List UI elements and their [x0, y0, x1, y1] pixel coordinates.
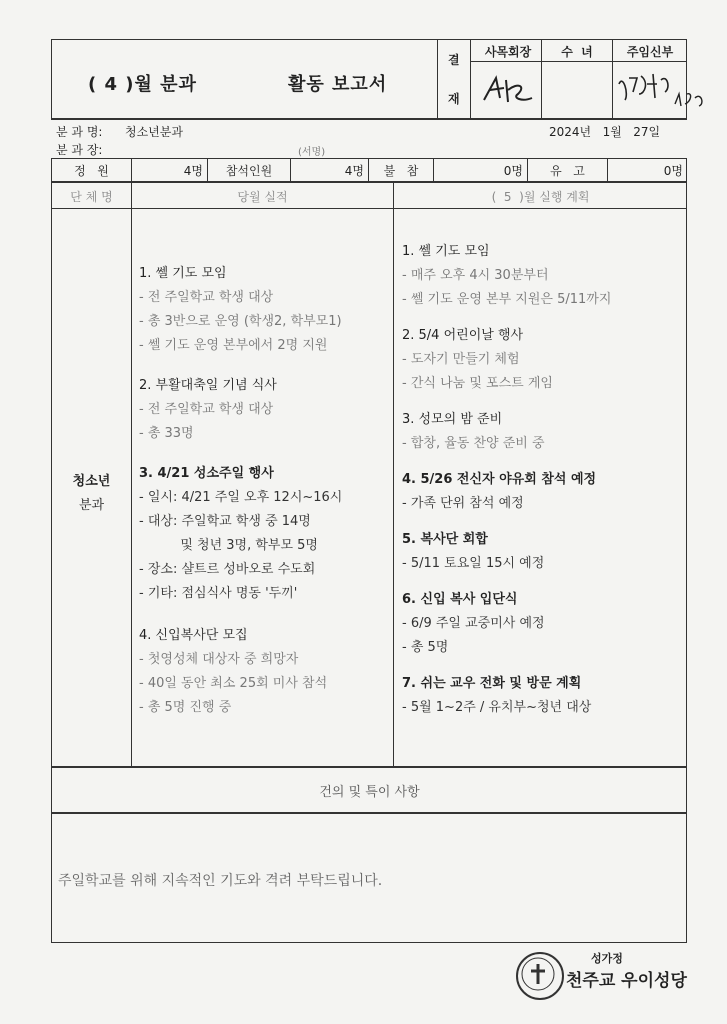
- group-name-line1: 청소년: [72, 474, 111, 489]
- approval-divider: [541, 39, 542, 119]
- group-name-line2: 분과: [78, 498, 105, 513]
- list-item-title: 4. 신입복사단 모집: [139, 628, 248, 643]
- list-item-detail: - 쎌 기도 운영 본부 지원은 5/11까지: [402, 292, 612, 307]
- stat-label-absent: 불 참: [383, 164, 419, 178]
- list-item-detail: - 도자기 만들기 체험: [402, 352, 520, 367]
- list-item-detail: - 일시: 4/21 주일 오후 12시~16시: [139, 490, 343, 505]
- list-item-detail: - 5월 1~2주 / 유치부~청년 대상: [402, 700, 592, 715]
- list-item-detail: - 대상: 주일학교 학생 중 14명: [139, 514, 311, 529]
- list-item: [402, 408, 684, 456]
- list-item-title: 6. 신입 복사 입단식: [402, 592, 518, 607]
- list-item-detail: - 40일 동안 최소 25회 미사 참석: [139, 676, 328, 691]
- approval-divider: [612, 39, 613, 119]
- approver-pastor: 주임신부: [626, 45, 674, 59]
- list-item-title: 3. 성모의 밤 준비: [402, 412, 503, 427]
- stat-value-capacity: 4명: [183, 164, 203, 178]
- stat-value-excused: 0명: [663, 164, 683, 178]
- list-item-title: 2. 부활대축일 기념 식사: [139, 378, 277, 393]
- list-item-detail: - 총 5명: [402, 640, 449, 655]
- list-item-detail: - 매주 오후 4시 30분부터: [402, 268, 549, 283]
- list-item-detail: 및 청년 3명, 학부모 5명: [139, 538, 318, 553]
- list-item-detail: - 합창, 율동 찬양 준비 중: [402, 436, 545, 451]
- list-item-detail: - 총 5명 진행 중: [139, 700, 232, 715]
- list-item: [402, 468, 684, 516]
- remarks-heading: 건의 및 특이 사항: [319, 785, 420, 800]
- stat-label-excused: 유 고: [550, 164, 585, 178]
- approver-sister: 수 녀: [561, 45, 593, 59]
- list-item-detail: - 전 주일학교 학생 대상: [139, 290, 274, 305]
- list-item-title: 1. 쎌 기도 모임: [402, 244, 490, 259]
- stat-value-absent: 0명: [503, 164, 523, 178]
- report-date: 2024년 1월 27일: [549, 125, 661, 139]
- approval-divider: [470, 39, 471, 119]
- list-item-detail: - 총 33명: [139, 426, 194, 441]
- report-month-title: ( 4 )월 분과: [88, 74, 197, 95]
- approval-row-line: [470, 61, 687, 62]
- approver-pastoral-council: 사목회장: [484, 45, 532, 59]
- list-item: [402, 672, 684, 720]
- approval-label-bottom: 재: [448, 92, 460, 106]
- stat-label-attendance: 참석인원: [225, 164, 273, 178]
- table-divider-plan: [393, 182, 394, 767]
- list-item-detail: - 기타: 점심식사 명동 '두끼': [139, 586, 298, 601]
- dept-label: 분 과 명:: [56, 125, 103, 139]
- list-item: [402, 528, 684, 576]
- list-item-title: 4. 5/26 전신자 야유회 참석 예정: [402, 472, 597, 487]
- list-item-title: 1. 쎌 기도 모임: [139, 266, 227, 281]
- list-item-detail: - 전 주일학교 학생 대상: [139, 402, 274, 417]
- stat-label-capacity: 정 원: [74, 164, 109, 178]
- list-item-title: 5. 복사단 회합: [402, 532, 488, 547]
- list-item-title: 7. 쉬는 교우 전화 및 방문 계획: [402, 676, 582, 691]
- approval-label-top: 결: [448, 53, 460, 67]
- list-item-title: 3. 4/21 성소주일 행사: [139, 466, 274, 481]
- list-item-detail: - 간식 나눔 및 포스트 게임: [402, 376, 553, 391]
- current-results-list: [139, 262, 389, 720]
- info-top-line: [51, 119, 687, 120]
- list-item-detail: - 장소: 샬트르 성바오로 수도회: [139, 562, 316, 577]
- head-label: 분 과 장:: [56, 143, 103, 157]
- list-item: [139, 374, 389, 446]
- table-divider-group: [131, 182, 132, 767]
- list-item-detail: - 가족 단위 참석 예정: [402, 496, 524, 511]
- table-header-line: [51, 208, 687, 209]
- list-item-detail: - 5/11 토요일 15시 예정: [402, 556, 545, 571]
- header-current: 당월 실적: [237, 190, 288, 204]
- list-item: [402, 588, 684, 660]
- list-item: [139, 624, 389, 720]
- report-main-title: 활동 보고서: [288, 74, 388, 95]
- list-item-detail: - 총 3반으로 운영 (학생2, 학부모1): [139, 314, 342, 329]
- signature-pastor: [615, 64, 725, 114]
- sign-note: (서명): [298, 147, 326, 158]
- stat-value-attendance: 4명: [344, 164, 364, 178]
- remarks-text: 주일학교를 위해 지속적인 기도와 격려 부탁드립니다.: [58, 873, 383, 889]
- list-item: [402, 324, 684, 396]
- list-item-detail: - 첫영성체 대상자 중 희망자: [139, 652, 299, 667]
- plan-list: [402, 240, 684, 720]
- list-item-detail: - 쎌 기도 운영 본부에서 2명 지원: [139, 338, 328, 353]
- list-item: [139, 262, 389, 358]
- list-item: [139, 462, 389, 606]
- list-item-title: 2. 5/4 어린이날 행사: [402, 328, 524, 343]
- dept-value: 청소년분과: [125, 125, 183, 139]
- signature-pastoral-council: [478, 68, 536, 110]
- list-item-detail: - 6/9 주일 교중미사 예정: [402, 616, 545, 631]
- parish-name: 천주교 우이성당: [566, 971, 687, 991]
- approval-divider: [437, 39, 438, 119]
- list-item: [402, 240, 684, 312]
- parish-seal-icon: [516, 952, 564, 1000]
- header-plan: ( 5 )월 실행 계획: [491, 190, 590, 204]
- header-group: 단 체 명: [70, 190, 113, 204]
- parish-small-label: 성가정: [591, 952, 623, 965]
